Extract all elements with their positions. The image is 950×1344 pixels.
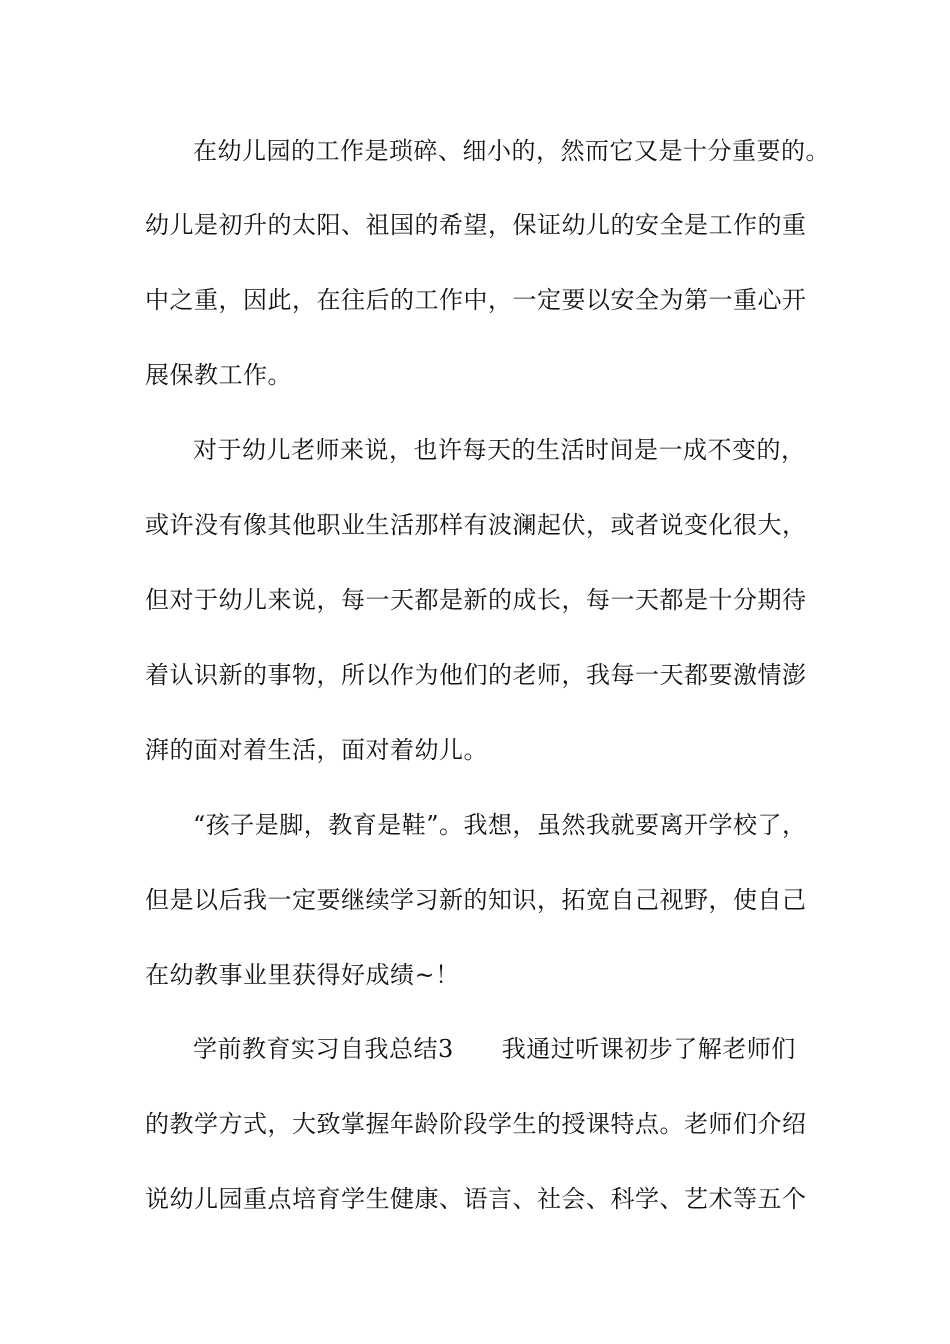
paragraph-start: 我通过听课初步了解老师们 (501, 1035, 796, 1063)
paragraph-line: 中之重，因此，在往后的工作中，一定要以安全为第一重心开 (145, 286, 807, 314)
paragraph-line: 湃的面对着生活，面对着幼儿。 (145, 736, 488, 764)
paragraph-line: 但是以后我一定要继续学习新的知识，拓宽自己视野，使自己 (145, 886, 807, 914)
paragraph-line: 说幼儿园重点培育学生健康、语言、社会、科学、艺术等五个 (145, 1185, 807, 1213)
paragraph-line: 展保教工作。 (145, 361, 292, 389)
paragraph-line: 幼儿是初升的太阳、祖国的希望，保证幼儿的安全是工作的重 (145, 211, 807, 239)
paragraph-line: “孩子是脚，教育是鞋”。我想，虽然我就要离开学校了， (193, 811, 807, 839)
paragraph-line: 在幼教事业里获得好成绩~！ (145, 961, 460, 989)
paragraph-line: 着认识新的事物，所以作为他们的老师，我每一天都要激情澎 (145, 661, 807, 689)
paragraph-line: 对于幼儿老师来说，也许每天的生活时间是一成不变的， (193, 436, 806, 464)
section-heading: 学前教育实习自我总结3 (193, 1035, 454, 1063)
paragraph-line: 但对于幼儿来说，每一天都是新的成长，每一天都是十分期待 (145, 586, 807, 614)
paragraph-line: 在幼儿园的工作是琐碎、细小的，然而它又是十分重要的。 (193, 137, 830, 165)
paragraph-line (193, 1034, 796, 1064)
paragraph-line: 的教学方式，大致掌握年龄阶段学生的授课特点。老师们介绍 (145, 1110, 807, 1138)
paragraph-line: 或许没有像其他职业生活那样有波澜起伏，或者说变化很大， (145, 511, 807, 539)
